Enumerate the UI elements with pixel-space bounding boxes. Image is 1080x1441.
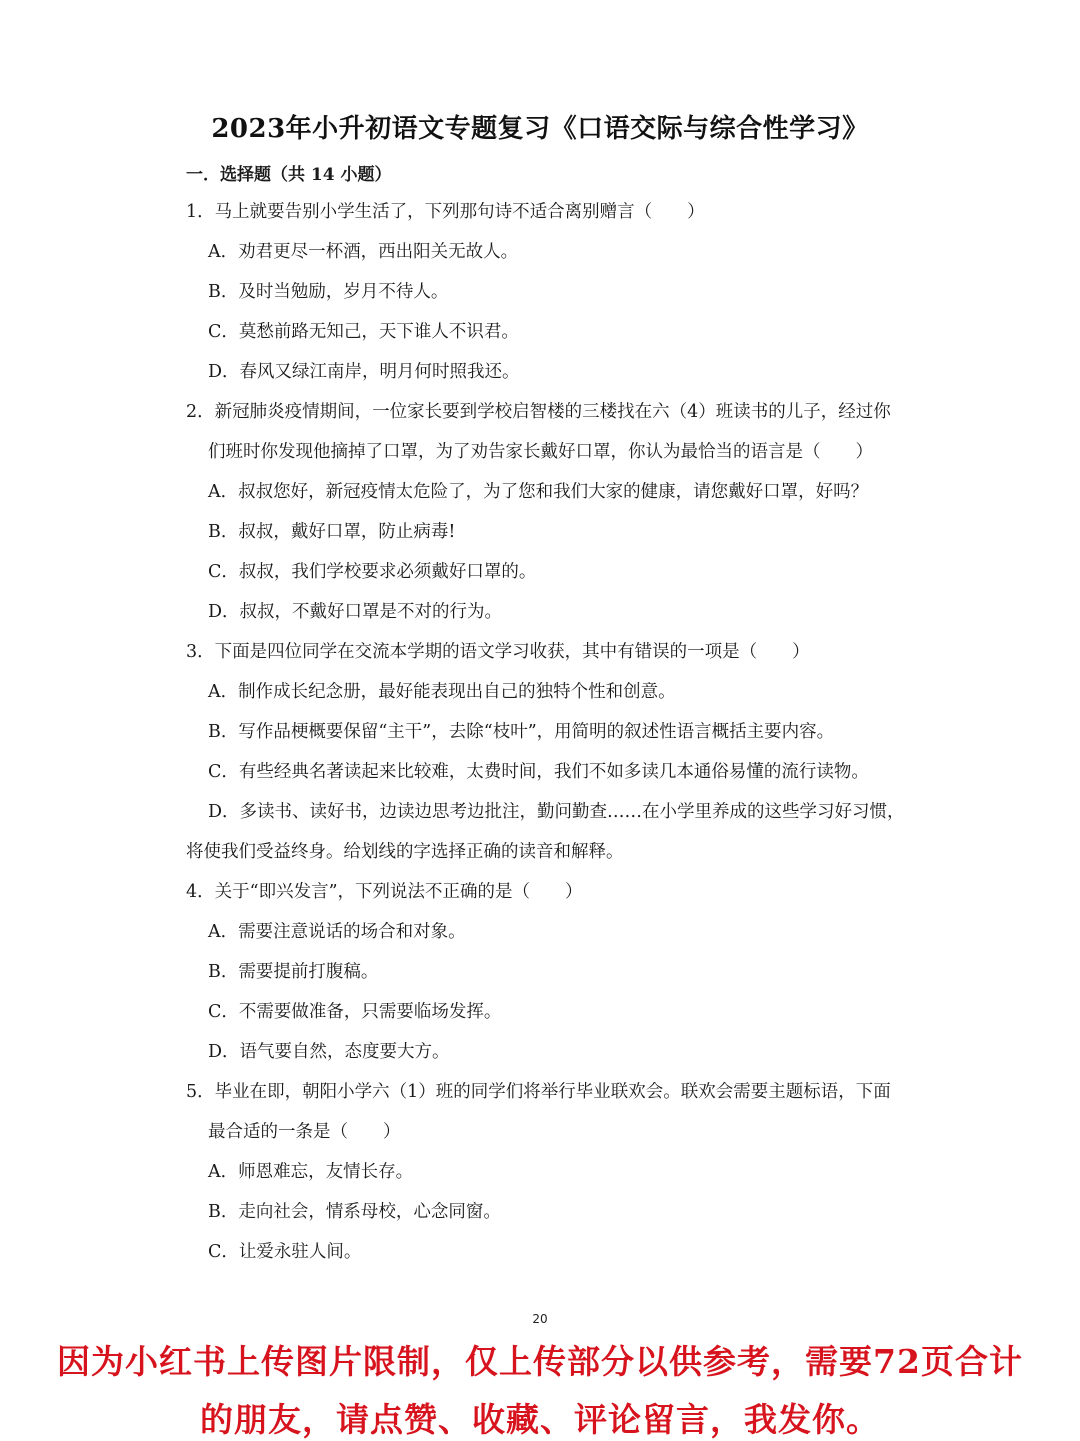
option-5b: B．走向社会，情系母校，心念同窗。	[208, 1202, 501, 1222]
question-2-cont: 们班时你发现他摘掉了口罩，为了劝告家长戴好口罩，你认为最恰当的语言是（ ）	[208, 442, 873, 462]
option-4b: B．需要提前打腹稿。	[208, 962, 379, 982]
option-4a: A．需要注意说话的场合和对象。	[208, 922, 466, 942]
option-3a: A．制作成长纪念册，最好能表现出自己的独特个性和创意。	[208, 682, 676, 702]
option-3b: B．写作品梗概要保留“主干”，去除“枝叶”，用简明的叙述性语言概括主要内容。	[208, 722, 835, 742]
section-heading: 一．选择题（共 14 小题）	[186, 165, 392, 185]
option-3d: D．多读书、读好书，边读边思考边批注，勤问勤查……在小学里养成的这些学习好习惯，	[208, 802, 905, 822]
option-1d: D．春风又绿江南岸，明月何时照我还。	[208, 362, 520, 382]
option-5c: C．让爱永驻人间。	[208, 1242, 362, 1262]
option-3c: C．有些经典名著读起来比较难，太费时间，我们不如多读几本通俗易懂的流行读物。	[208, 762, 869, 782]
option-1a: A．劝君更尽一杯酒，西出阳关无故人。	[208, 242, 519, 262]
option-5a: A．师恩难忘，友情长存。	[208, 1162, 414, 1182]
option-2b: B．叔叔，戴好口罩，防止病毒!	[208, 522, 456, 542]
question-4: 4．关于“即兴发言”，下列说法不正确的是（ ）	[186, 882, 583, 902]
question-1: 1．马上就要告别小学生活了，下列那句诗不适合离别赠言（ ）	[186, 202, 705, 222]
promo-text-line-2: 的朋友，请点赞、收藏、评论留言，我发你。	[200, 1400, 880, 1439]
option-3d-cont: 将使我们受益终身。给划线的字选择正确的读音和解释。	[186, 842, 624, 862]
option-4d: D．语气要自然，态度要大方。	[208, 1042, 450, 1062]
question-5-cont: 最合适的一条是（ ）	[208, 1122, 401, 1142]
option-4c: C．不需要做准备，只需要临场发挥。	[208, 1002, 502, 1022]
option-2a: A．叔叔您好，新冠疫情太危险了，为了您和我们大家的健康，请您戴好口罩，好吗？	[208, 482, 869, 502]
page-number: 20	[532, 1312, 548, 1326]
option-1c: C．莫愁前路无知己，天下谁人不识君。	[208, 322, 519, 342]
document-title: 2023年小升初语文专题复习《口语交际与综合性学习》	[211, 114, 869, 144]
question-2: 2．新冠肺炎疫情期间，一位家长要到学校启智楼的三楼找在六（4）班读书的儿子，经过你	[186, 402, 891, 422]
option-2d: D．叔叔，不戴好口罩是不对的行为。	[208, 602, 503, 622]
question-5: 5．毕业在即，朝阳小学六（1）班的同学们将举行毕业联欢会。联欢会需要主题标语，下面	[186, 1082, 891, 1102]
option-1b: B．及时当勉励，岁月不待人。	[208, 282, 449, 302]
promo-text-line-1: 因为小红书上传图片限制，仅上传部分以供参考，需要72页合计	[57, 1342, 1023, 1381]
option-2c: C．叔叔，我们学校要求必须戴好口罩的。	[208, 562, 537, 582]
question-3: 3．下面是四位同学在交流本学期的语文学习收获，其中有错误的一项是（ ）	[186, 642, 810, 662]
